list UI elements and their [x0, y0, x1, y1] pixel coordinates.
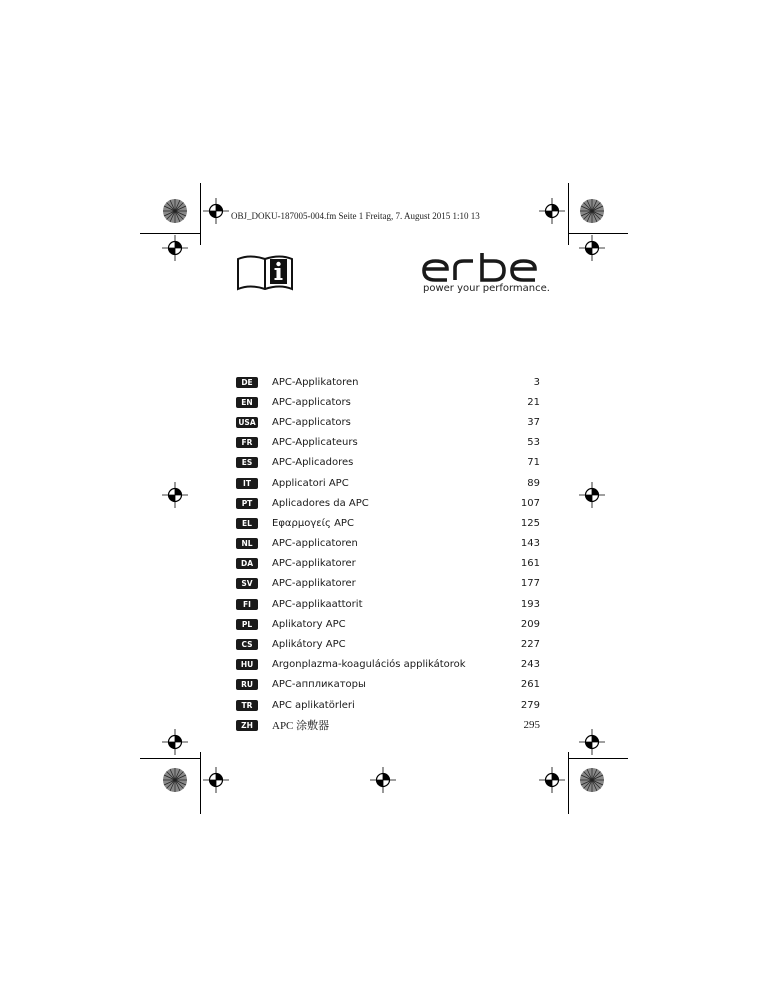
registration-mark-icon	[162, 235, 188, 261]
toc-page-number: 53	[527, 437, 540, 449]
registration-mark-icon	[370, 767, 396, 793]
toc-page-number: 21	[527, 396, 540, 408]
toc-page-number: 37	[527, 416, 540, 428]
crop-line	[568, 183, 569, 245]
crop-line	[200, 752, 201, 814]
toc-title: APC-applicators	[272, 416, 351, 428]
language-code-badge: EL	[236, 518, 258, 529]
print-header: OBJ_DOKU-187005-004.fm Seite 1 Freitag, 7. August 2015 1:10 13	[231, 211, 480, 221]
toc-row[interactable]	[236, 594, 542, 614]
language-code-badge: RU	[236, 679, 258, 690]
registration-mark-icon	[162, 482, 188, 508]
toc-row[interactable]	[236, 695, 542, 715]
crop-line	[568, 758, 628, 759]
registration-mark-icon	[203, 767, 229, 793]
language-code-badge: PL	[236, 619, 258, 630]
language-code-badge: EN	[236, 397, 258, 408]
registration-mark-icon	[579, 235, 605, 261]
crop-line	[140, 233, 200, 234]
language-code-badge: SV	[236, 578, 258, 589]
erbe-logo	[422, 252, 542, 282]
toc-title: APC-Applikatoren	[272, 376, 359, 388]
toc-title: APC-аппликаторы	[272, 679, 366, 691]
toc-row[interactable]	[236, 372, 542, 392]
toc-title: Εφαρμογείς APC	[272, 517, 354, 529]
language-code-badge: TR	[236, 700, 258, 711]
toc-page-number: 177	[520, 578, 540, 590]
logo-tagline: power your performance.	[423, 283, 550, 294]
color-star-icon	[579, 767, 605, 793]
registration-mark-icon	[203, 198, 229, 224]
toc-row[interactable]	[236, 473, 542, 493]
toc-row[interactable]	[236, 412, 542, 432]
language-code-badge: ZH	[236, 720, 258, 731]
language-code-badge: NL	[236, 538, 258, 549]
toc-row[interactable]	[236, 433, 542, 453]
toc-row[interactable]	[236, 554, 542, 574]
toc-title: APC-applicators	[272, 396, 351, 408]
language-code-badge: DE	[236, 377, 258, 388]
language-code-badge: ES	[236, 457, 258, 468]
info-book-icon	[236, 253, 294, 291]
crop-line	[568, 233, 628, 234]
toc-row[interactable]	[236, 614, 542, 634]
toc-title: Aplikátory APC	[272, 639, 346, 651]
toc-title: Applicatori APC	[272, 477, 349, 489]
language-code-badge: HU	[236, 659, 258, 670]
registration-mark-icon	[539, 767, 565, 793]
toc-row[interactable]	[236, 715, 542, 735]
toc-page-number: 261	[520, 679, 540, 691]
toc-title: APC aplikatörleri	[272, 699, 355, 711]
toc-row[interactable]	[236, 634, 542, 654]
toc-page-number: 143	[520, 538, 540, 550]
toc-row[interactable]	[236, 453, 542, 473]
toc-title: APC 涂敷器	[272, 720, 330, 733]
toc-row[interactable]	[236, 513, 542, 533]
toc-row[interactable]	[236, 574, 542, 594]
toc-title: APC-applicatoren	[272, 538, 358, 550]
toc-page-number: 71	[527, 457, 540, 469]
toc-page-number: 161	[520, 558, 540, 570]
language-code-badge: FR	[236, 437, 258, 448]
toc-page-number: 279	[520, 699, 540, 711]
toc-title: APC-Applicateurs	[272, 437, 358, 449]
crop-line	[568, 752, 569, 814]
toc-title: APC-applikatorer	[272, 558, 356, 570]
crop-line	[200, 183, 201, 245]
toc-page-number: 295	[523, 719, 540, 732]
toc-title: APC-applikaattorit	[272, 598, 363, 610]
toc-page-number: 243	[520, 659, 540, 671]
toc-title: APC-applikatorer	[272, 578, 356, 590]
toc-page-number: 125	[520, 517, 540, 529]
crop-line	[140, 758, 200, 759]
toc-title: Argonplazma-koagulációs applikátorok	[272, 659, 466, 671]
registration-mark-icon	[162, 729, 188, 755]
registration-mark-icon	[579, 482, 605, 508]
language-code-badge: DA	[236, 558, 258, 569]
language-code-badge: CS	[236, 639, 258, 650]
toc-page-number: 89	[527, 477, 540, 489]
toc-page-number: 107	[520, 497, 540, 509]
language-code-badge: USA	[236, 417, 258, 428]
toc-title: APC-Aplicadores	[272, 457, 354, 469]
toc-row[interactable]	[236, 675, 542, 695]
toc-title: Aplikatory APC	[272, 618, 346, 630]
toc-page-number: 209	[520, 618, 540, 630]
toc-row[interactable]	[236, 655, 542, 675]
toc-page-number: 193	[520, 598, 540, 610]
toc-row[interactable]	[236, 534, 542, 554]
toc-title: Aplicadores da APC	[272, 497, 369, 509]
color-star-icon	[162, 198, 188, 224]
toc-page-number: 3	[533, 376, 540, 388]
toc-row[interactable]	[236, 493, 542, 513]
registration-mark-icon	[579, 729, 605, 755]
language-toc	[236, 372, 542, 735]
language-code-badge: FI	[236, 599, 258, 610]
language-code-badge: PT	[236, 498, 258, 509]
toc-row[interactable]	[236, 392, 542, 412]
color-star-icon	[162, 767, 188, 793]
language-code-badge: IT	[236, 478, 258, 489]
toc-page-number: 227	[520, 639, 540, 651]
registration-mark-icon	[539, 198, 565, 224]
color-star-icon	[579, 198, 605, 224]
